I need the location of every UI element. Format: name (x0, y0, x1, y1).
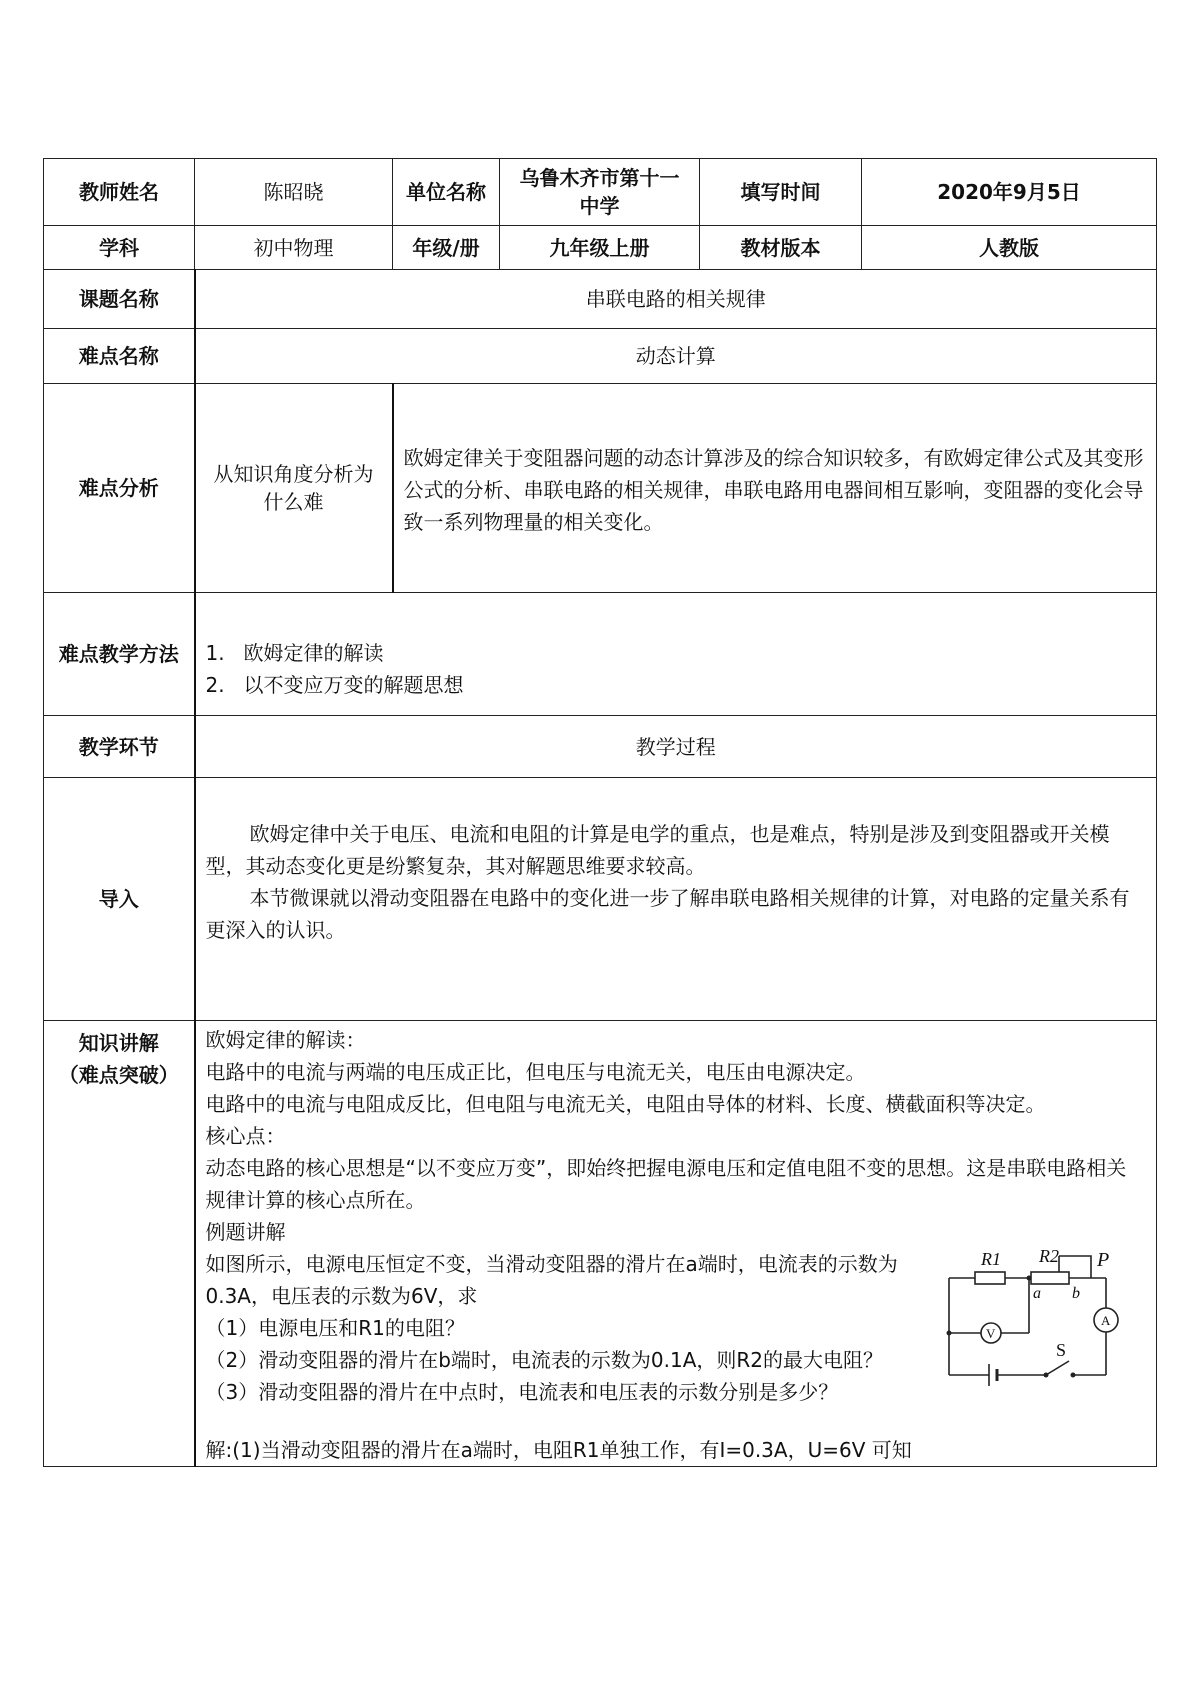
edition-value: 人教版 (862, 226, 1157, 270)
question-3: （3）滑动变阻器的滑片在中点时，电流表和电压表的示数分别是多少？ (205, 1380, 839, 1404)
solution-line: 解:(1)当滑动变阻器的滑片在a端时，电阻R1单独工作，有I=0.3A，U=6V 可知 (205, 1438, 912, 1462)
intro-content (195, 778, 1157, 1021)
switch-dot (1071, 1373, 1076, 1378)
difficulty-label: 难点名称 (44, 329, 195, 384)
knowledge-line: 欧姆定律的解读： (205, 1028, 366, 1052)
process-label: 教学环节 (44, 716, 195, 778)
analysis-row (44, 384, 1157, 593)
knowledge-label (44, 1021, 195, 1467)
method-item-num: 2. (205, 673, 225, 697)
lesson-plan-table (43, 158, 1156, 1462)
label-p: P (1097, 1249, 1110, 1271)
header-row-1 (44, 159, 1157, 226)
analysis-sub-label: 从知识角度分析为什么难 (195, 384, 393, 593)
knowledge-line: 例题讲解 (205, 1220, 286, 1244)
header-row-2 (44, 226, 1157, 270)
unit-label: 单位名称 (393, 159, 500, 226)
label-b: b (1072, 1285, 1080, 1302)
knowledge-label-line-1: 知识讲解 (78, 1031, 159, 1055)
knowledge-label-line-2: （难点突破） (58, 1063, 179, 1087)
ammeter-label: A (1101, 1313, 1111, 1328)
intro-para-2: 本节微课就以滑动变阻器在电路中的变化进一步了解串联电路相关规律的计算，对电路的定量关系有更深入的认识。 (205, 886, 1130, 942)
knowledge-content (195, 1021, 1157, 1467)
time-value: 2020年9月5日 (862, 159, 1157, 226)
topic-value: 串联电路的相关规律 (195, 270, 1157, 329)
topic-label: 课题名称 (44, 270, 195, 329)
method-item-num: 1. (205, 641, 225, 665)
topic-row (44, 270, 1157, 329)
voltmeter-label: V (986, 1326, 996, 1341)
intro-para-1: 欧姆定律中关于电压、电流和电阻的计算是电学的重点，也是难点，特别是涉及到变阻器或开关模型，其动态变化更是纷繁复杂，其对解题思维要求较高。 (205, 822, 1110, 878)
difficulty-row (44, 329, 1157, 384)
circuit-diagram (941, 1248, 1136, 1398)
method-item (206, 637, 1147, 669)
knowledge-line: 电路中的电流与两端的电压成正比，但电压与电流无关，电压由电源决定。 (205, 1060, 866, 1084)
method-row (44, 593, 1157, 716)
teacher-label: 教师姓名 (44, 159, 195, 226)
unit-value: 乌鲁木齐市第十一中学 (500, 159, 700, 226)
subject-value: 初中物理 (195, 226, 393, 270)
junction-dot (1027, 1276, 1032, 1281)
edition-label: 教材版本 (700, 226, 862, 270)
label-r1: R1 (981, 1249, 1001, 1269)
label-r2: R2 (1039, 1248, 1059, 1266)
knowledge-line: 如图所示，电源电压恒定不变，当滑动变阻器的滑片在a端时，电流表的示数为0.3A，电压表的示数为6V，求 (205, 1252, 898, 1308)
analysis-text: 欧姆定律关于变阻器问题的动态计算涉及的综合知识较多，有欧姆定律公式及其变形公式的分析、串联电路的相关规律，串联电路用电器间相互影响，变阻器的变化会导致一系列物理量的相关变化。 (393, 384, 1157, 593)
switch-label: S (1056, 1340, 1067, 1360)
method-list (195, 593, 1157, 716)
subject-label: 学科 (44, 226, 195, 270)
grade-value: 九年级上册 (500, 226, 700, 270)
method-item-text: 以不变应万变的解题思想 (243, 673, 464, 697)
process-header-row (44, 716, 1157, 778)
switch-dot (1044, 1373, 1049, 1378)
method-item-text: 欧姆定律的解读 (243, 641, 384, 665)
intro-label: 导入 (44, 778, 195, 1021)
process-value: 教学过程 (195, 716, 1157, 778)
time-label: 填写时间 (700, 159, 862, 226)
knowledge-line: 核心点： (205, 1124, 286, 1148)
method-item (206, 669, 1147, 701)
teacher-value: 陈昭晓 (195, 159, 393, 226)
circuit-svg (941, 1248, 1136, 1398)
junction-dot (947, 1331, 952, 1336)
question-1: （1）电源电压和R1的电阻？ (205, 1316, 465, 1340)
knowledge-line: 动态电路的核心思想是“以不变应万变”，即始终把握电源电压和定值电阻不变的思想。这是串联电路相关规律计算的核心点所在。 (205, 1156, 1127, 1212)
knowledge-line: 电路中的电流与电阻成反比，但电阻与电流无关，电阻由导体的材料、长度、横截面积等决定。 (205, 1092, 1046, 1116)
grade-label: 年级/册 (393, 226, 500, 270)
label-a: a (1033, 1285, 1041, 1302)
method-label: 难点教学方法 (44, 593, 195, 716)
question-2: （2）滑动变阻器的滑片在b端时，电流表的示数为0.1A，则R2的最大电阻？ (205, 1348, 884, 1372)
intro-row (44, 778, 1157, 1021)
knowledge-row (44, 1021, 1157, 1467)
analysis-label: 难点分析 (44, 384, 195, 593)
difficulty-value: 动态计算 (195, 329, 1157, 384)
